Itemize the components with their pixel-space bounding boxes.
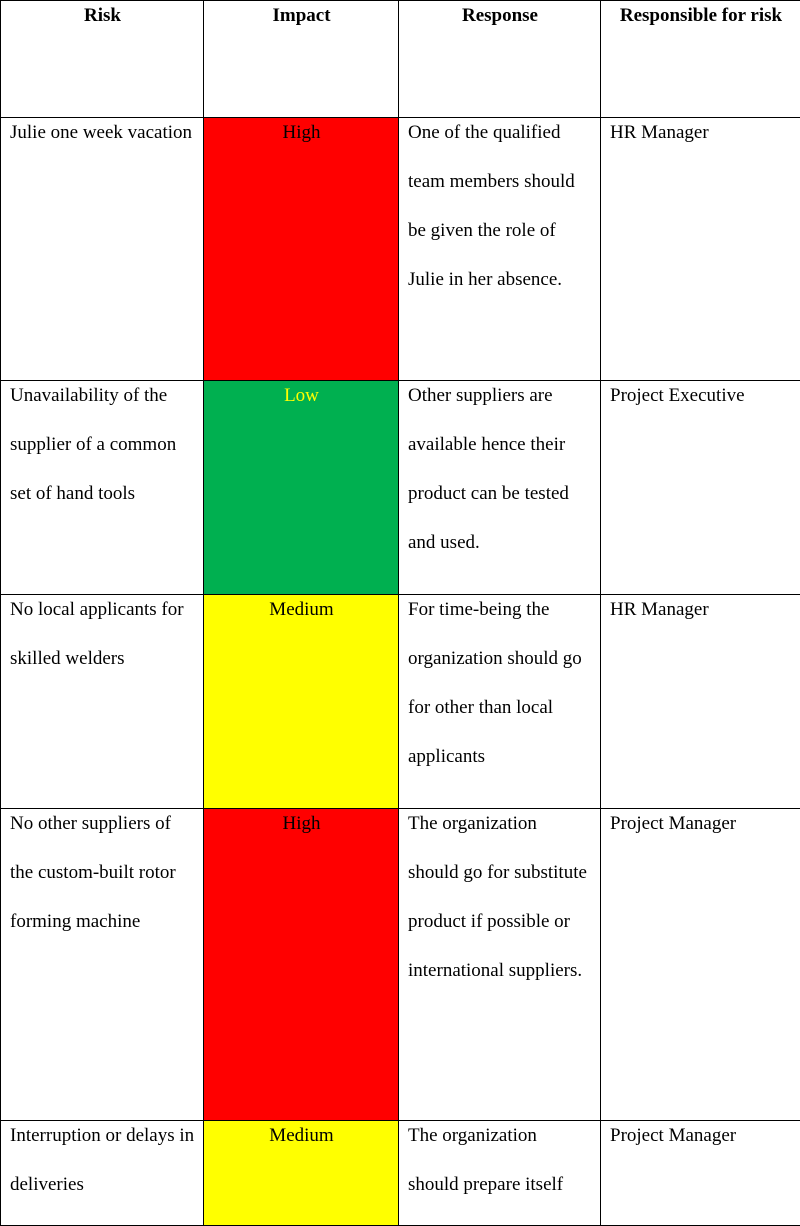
response-cell: The organization should go for substitute product if possible or international suppliers. [399,809,601,1121]
header-responsible: Responsible for risk [601,1,800,118]
responsible-cell: Project Executive [601,381,800,595]
table-row [1,1121,800,1226]
risk-cell: Julie one week vacation [1,118,204,381]
impact-cell: High [204,809,399,1121]
impact-cell: Medium [204,595,399,809]
risk-cell: No other suppliers of the custom-built rotor forming machine [1,809,204,1121]
response-cell: The organization should prepare itself [399,1121,601,1226]
header-impact: Impact [204,1,399,118]
table-header-row [1,1,800,118]
header-risk: Risk [1,1,204,118]
risk-cell: Unavailability of the supplier of a common set of hand tools [1,381,204,595]
response-cell: One of the qualified team members should be given the role of Julie in her absence. [399,118,601,381]
impact-cell: High [204,118,399,381]
impact-cell: Low [204,381,399,595]
table-row [1,381,800,595]
responsible-cell: Project Manager [601,1121,800,1226]
response-cell: Other suppliers are available hence their product can be tested and used. [399,381,601,595]
responsible-cell: HR Manager [601,595,800,809]
risk-cell: Interruption or delays in deliveries [1,1121,204,1226]
table-row [1,809,800,1121]
response-cell: For time-being the organization should go for other than local applicants [399,595,601,809]
risk-cell: No local applicants for skilled welders [1,595,204,809]
table-row [1,118,800,381]
responsible-cell: Project Manager [601,809,800,1121]
table-row [1,595,800,809]
responsible-cell: HR Manager [601,118,800,381]
header-response: Response [399,1,601,118]
impact-cell: Medium [204,1121,399,1226]
